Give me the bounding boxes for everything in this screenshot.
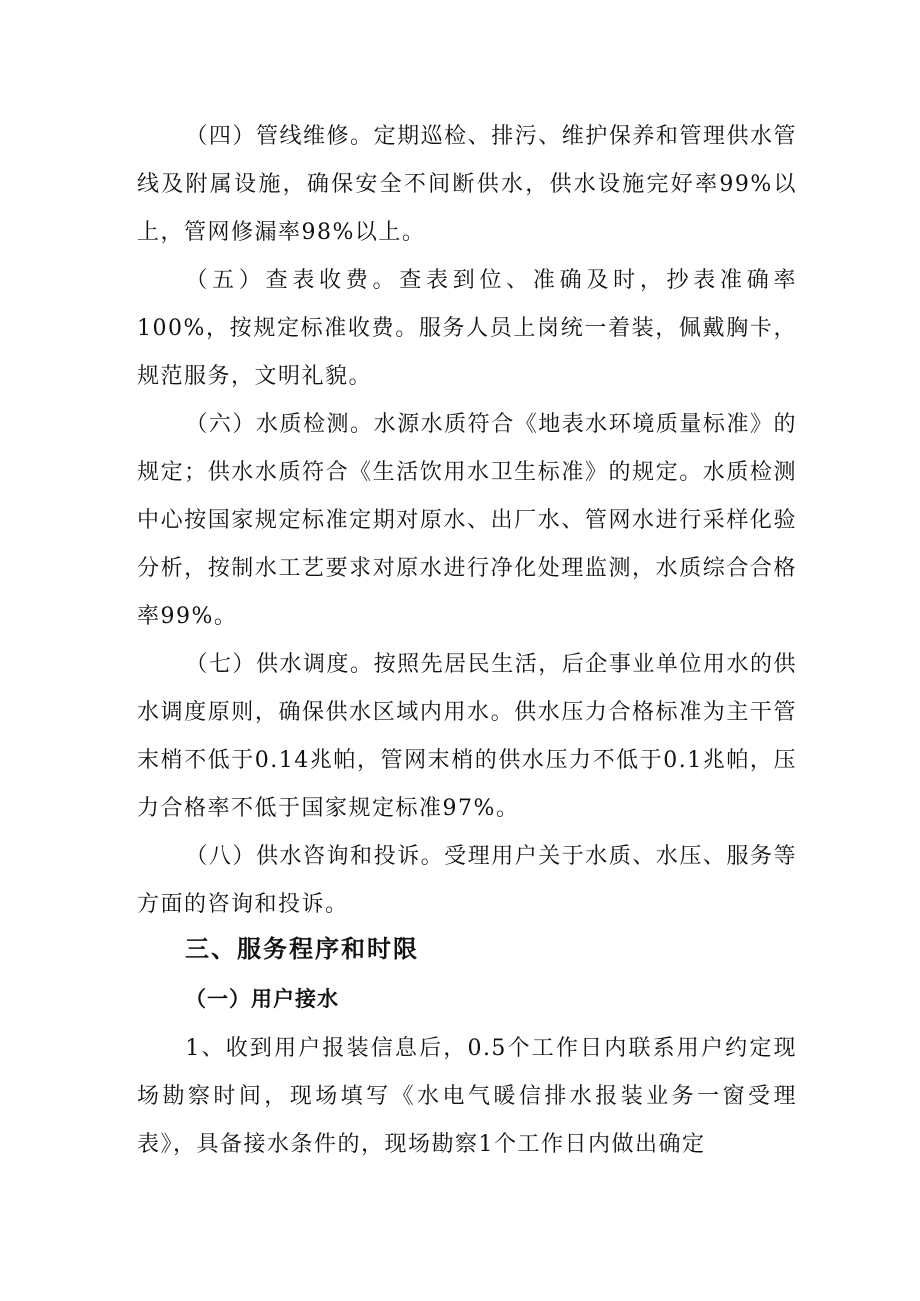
paragraph-user-connection-step-1: 1、收到用户报装信息后，0.5个工作日内联系用户约定现场勘察时间，现场填写《水电气暖信排水报装业务一窗受理表》，具备接水条件的，现场勘察1个工作日内做出确定	[137, 1036, 797, 1157]
paragraph-consultation-complaints: （八）供水咨询和投诉。受理用户关于水质、水压、服务等方面的咨询和投诉。	[137, 844, 797, 917]
section-heading: 三、服务程序和时限	[185, 935, 419, 963]
paragraph-meter-billing: （五）查表收费。查表到位、准确及时，抄表准确率100%，按规定标准收费。服务人员上岗统一着装，佩戴胸卡，规范服务，文明礼貌。	[137, 268, 797, 389]
paragraph-water-quality: （六）水质检测。水源水质符合《地表水环境质量标准》的规定；供水水质符合《生活饮用水卫生标准》的规定。水质检测中心按国家规定标准定期对原水、出厂水、管网水进行采样化验分析，按制水工艺要求对原水进行净化处理监测，水质综合合格率99%。	[137, 412, 797, 629]
paragraph-pipeline-maintenance: （四）管线维修。定期巡检、排污、维护保养和管理供水管线及附属设施，确保安全不间断供水，供水设施完好率99%以上，管网修漏率98%以上。	[137, 124, 797, 245]
subsection-heading: （一）用户接水	[185, 987, 339, 1011]
paragraph-supply-dispatch: （七）供水调度。按照先居民生活，后企事业单位用水的供水调度原则，确保供水区域内用水。供水压力合格标准为主干管末梢不低于0.14兆帕，管网末梢的供水压力不低于0.1兆帕，压力合格率不低于国家规定标准97%。	[137, 652, 797, 821]
